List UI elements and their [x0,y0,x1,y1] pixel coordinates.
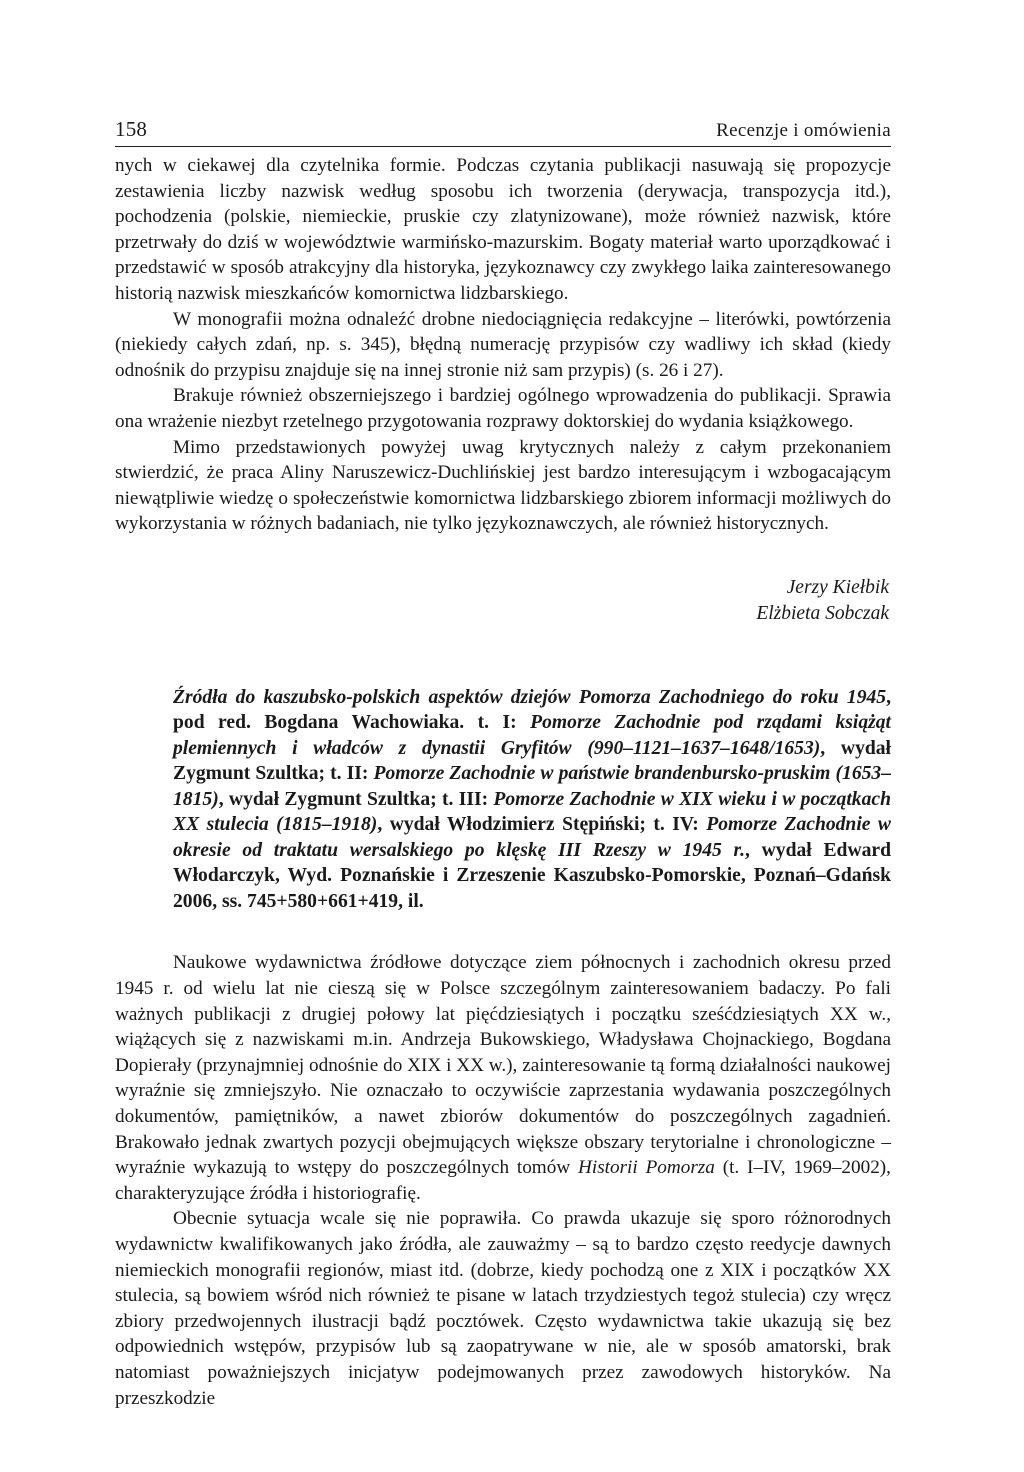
italic-text-run: Pomorze Zachodnie pod rządami książąt plemiennych i władców z dynastii Gryfitów (990–1121–1637–1648/1653) [173,712,891,759]
italic-text-run: Pomorze Zachodnie w okresie od traktatu wersalskiego po klęskę III Rzeszy w 1945 r. [173,814,892,861]
section-title: Recenzje i omówienia [716,120,891,141]
text-run: Naukowe wydawnictwa źródłowe dotyczące ziem północnych i zachodnich okresu przed 1945 r. od wielu lat nie cieszą się w Polsce szczególnym zainteresowaniem badaczy. Po fali ważnych publikacji z drugiej połowy lat pięćdziesiątych i początku sześćdziesiątych XX w., wiążących się z nazwiskami m.in. Andrzeja Bukowskiego, Władysława Chojnackiego, Bogdana Dopierały (przynajmniej odnośnie do XIX i XX w.), zainteresowanie tą formą działalności naukowej wyraźnie się zmniejszyło. Nie oznaczało to oczywiście zaprzestania wydawania poszczególnych dokumentów, pamiętników, a nawet zbiorów dokumentów do poszczególnych zagadnień. Brakowało jednak zwartych pozycji obejmujących większe obszary terytorialne i chronologiczne – wyraźnie wykazują to wstępy do poszczególnych tomów [115,952,891,1179]
text-run: , pod red. Bogdana Wachowiaka. t. I: [173,686,891,734]
italic-text-run: Pomorze Zachodnie w XIX wieku i w początkach XX stulecia (1815–1918) [173,788,891,836]
italic-text-run: Źródła do kaszubsko-polskich aspektów dziejów Pomorza Zachodniego do roku 1945 [173,686,887,708]
text-run: , wydał Włodzimierz Stępiński; t. IV: [377,814,707,836]
review-bibliographic-heading [173,685,891,915]
italic-text-run: Historii Pomorza [578,1157,715,1179]
italic-text-run: Pomorze Zachodnie w państwie brandenbursko-pruskim (1653–1815) [173,763,892,810]
text-run: (t. I–IV, 1969–2002), charakteryzujące źródła i historiografię. [115,1157,891,1204]
paragraph: Mimo przedstawionych powyżej uwag krytycznych należy z całym przekonaniem stwierdzić, że praca Aliny Naruszewicz-Duchlińskiej jest bardzo interesującym i wzbogacającym niewątpliwie wiedzę o społeczeństwie komornictwa lidzbarskiego zbiorem informacji możliwych do wykorzystania w różnych badaniach, nie tylko językoznawczych, ale również historycznych. [115,436,891,535]
page-number: 158 [115,117,148,141]
running-header [115,117,891,147]
review-conclusion [115,153,891,537]
paragraph: Obecnie sytuacja wcale się nie poprawiła. Co prawda ukazuje się sporo różnorodnych wydawnictw kwalifikowanych jako źródła, ale zauważmy – są to bardzo często reedycje dawnych niemieckich monografii regionów, miast itd. (dobrze, kiedy pochodzą one z XIX i początków XX stulecia, są bowiem wśród nich również te pisane w latach trzydziestych tegoż stulecia) czy wręcz zbiory przedwojennych ilustracji bądź pocztówek. Często wydawnictwa takie ukazują się bez odpowiednich wstępów, przypisów lub są zaopatrywane w nie, ale w sposób amatorski, brak natomiast poważniejszych inicjatyw podejmowanych przez zawodowych historyków. Na przeszkodzie [115,1208,891,1409]
text-run: , wydał Zygmunt Szultka; t. III: [218,788,494,810]
text-run: , wydał Edward Włodarczyk, Wyd. Poznańskie i Zrzeszenie Kaszubsko-Pomorskie, Poznań–Gdańsk 2006, ss. 745+580+661+419, il. [173,839,891,912]
review-body [115,950,891,1411]
paragraph: nych w ciekawej dla czytelnika formie. Podczas czytania publikacji nasuwają się propozycje zestawienia liczby nazwisk według sposobu ich tworzenia (derywacja, transpozycja itd.), pochodzenia (polskie, niemieckie, pruskie czy zlatynizowane), może również nazwisk, które przetrwały do dziś w województwie warmińsko-mazurskim. Bogaty materiał warto uporządkować i przedstawić w sposób atrakcyjny dla historyka, językoznawcy czy zwykłego laika zainteresowanego historią nazwisk mieszkańców komornictwa lidzbarskiego. [115,155,891,304]
paragraph: W monografii można odnaleźć drobne niedociągnięcia redakcyjne – literówki, powtórzenia (niekiedy całych zdań, np. s. 345), błędną numerację przypisów czy wadliwy ich skład (kiedy odnośnik do przypisu znajduje się na innej stronie niż sam przypis) (s. 26 i 27). [115,308,891,381]
author-signatures [115,575,891,627]
author-name: Elżbieta Sobczak [756,602,889,624]
text-run: , wydał Zygmunt Szultka; t. II: [173,737,891,785]
document-page [115,117,891,1411]
paragraph [115,950,891,1206]
author-name: Jerzy Kiełbik [786,576,889,598]
paragraph: Brakuje również obszerniejszego i bardziej ogólnego wprowadzenia do publikacji. Sprawia ona wrażenie niezbyt rzetelnego przygotowania rozprawy doktorskiej do wydania książkowego. [115,385,891,432]
